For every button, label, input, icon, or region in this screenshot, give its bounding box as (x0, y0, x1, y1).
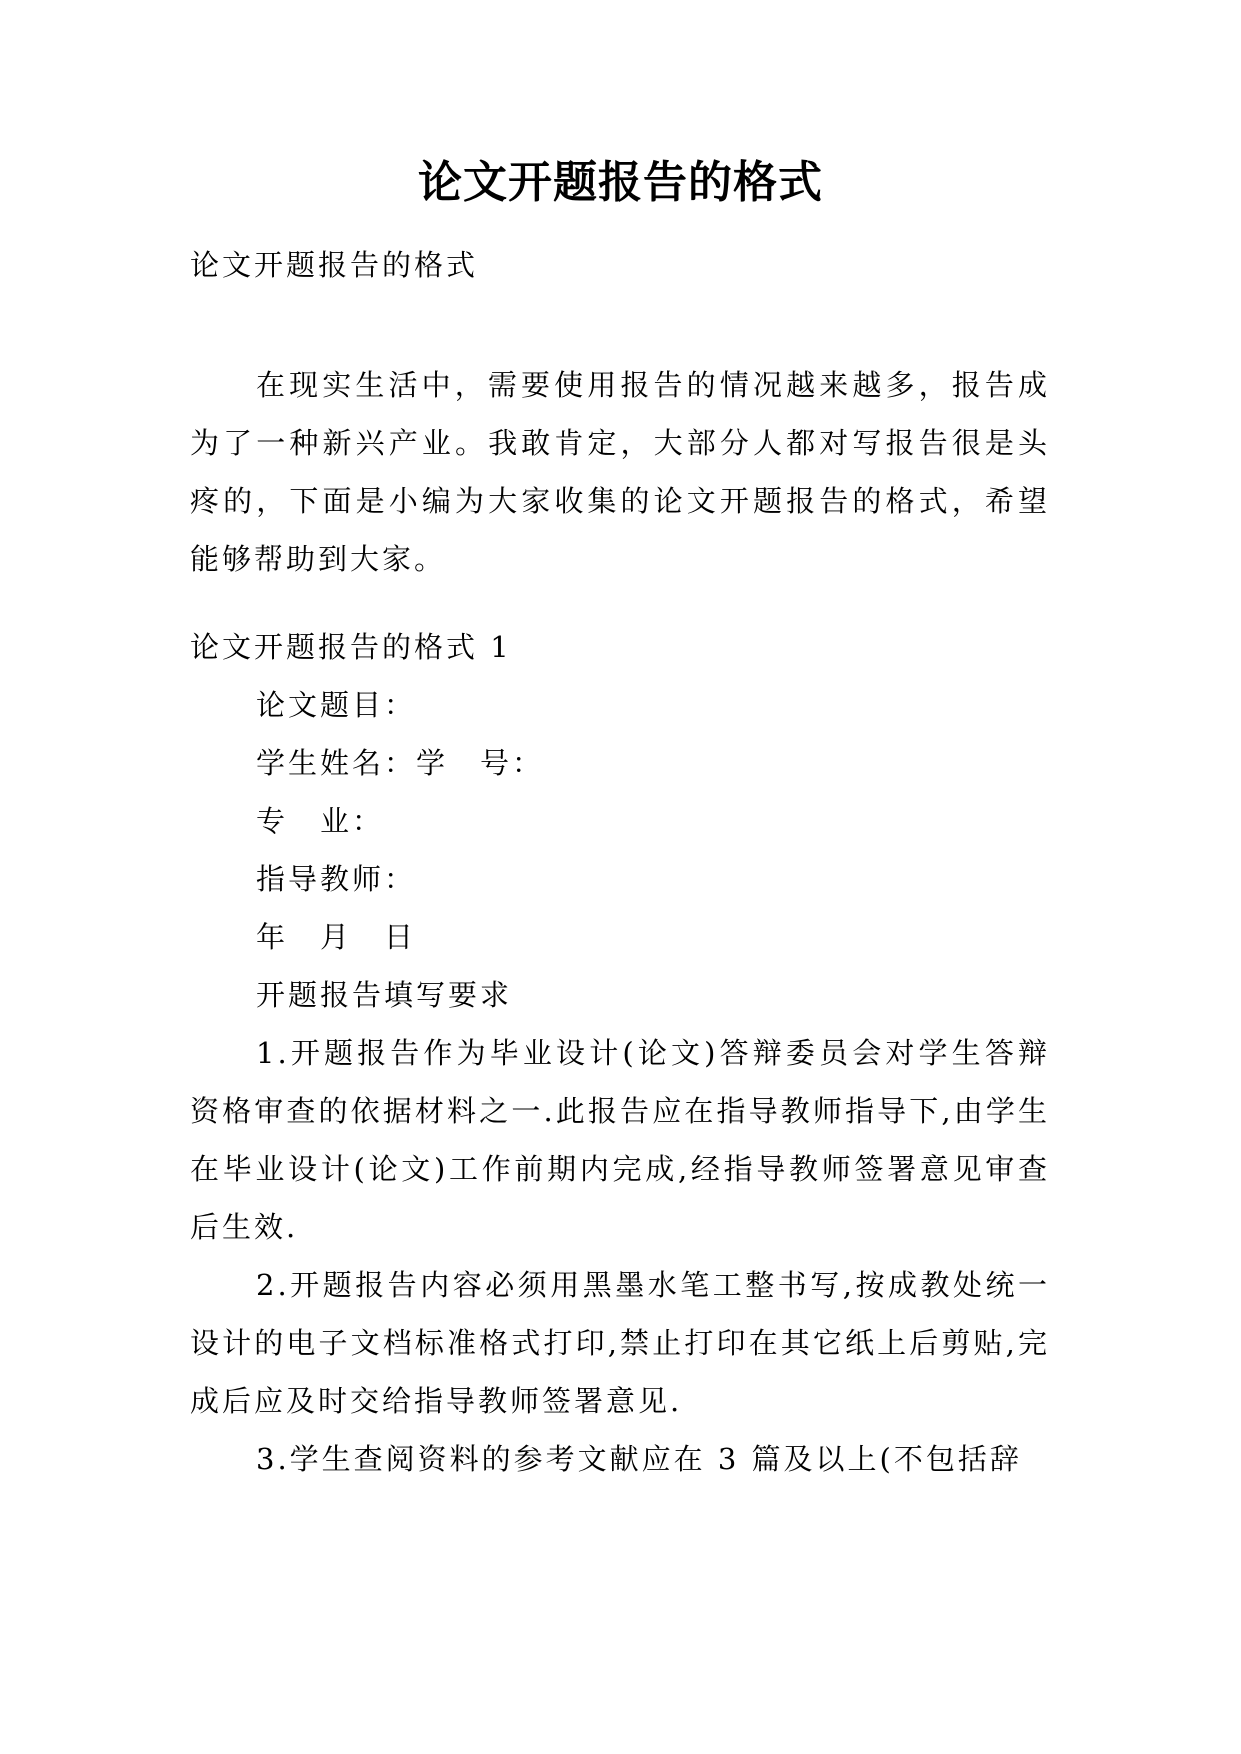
page-title: 论文开题报告的格式 (418, 157, 823, 208)
requirement-item-2: 2.开题报告内容必须用黑墨水笔工整书写,按成教处统一设计的电子文档标准格式打印,禁止打印在其它纸上后剪贴,完成后应及时交给指导教师签署意见. (190, 1268, 1050, 1418)
requirement-item-1: 1.开题报告作为毕业设计(论文)答辩委员会对学生答辩资格审查的依据材料之一.此报告应在指导教师指导下,由学生在毕业设计(论文)工作前期内完成,经指导教师签署意见审查后生效. (190, 1036, 1050, 1244)
requirement-item-3: 3.学生查阅资料的参考文献应在 3 篇及以上(不包括辞 (256, 1442, 1022, 1476)
field-student-name: 学生姓名：学 号： (256, 746, 545, 780)
field-date: 年 月 日 (256, 920, 417, 954)
field-thesis-title: 论文题目： (256, 688, 417, 722)
section-1 (190, 618, 1050, 1488)
intro-paragraph: 在现实生活中，需要使用报告的情况越来越多，报告成为了一种新兴产业。我敢肯定，大部分人都对写报告很是头疼的，下面是小编为大家收集的论文开题报告的格式，希望能够帮助到大家。 (190, 368, 1050, 576)
section-heading: 论文开题报告的格式 1 (190, 630, 512, 664)
document-subtitle: 论文开题报告的格式 (190, 248, 479, 282)
requirements-heading: 开题报告填写要求 (256, 978, 513, 1012)
intro-block (190, 356, 1050, 588)
field-advisor: 指导教师： (256, 862, 417, 896)
document-body (190, 236, 1050, 294)
field-major: 专 业： (256, 804, 385, 838)
